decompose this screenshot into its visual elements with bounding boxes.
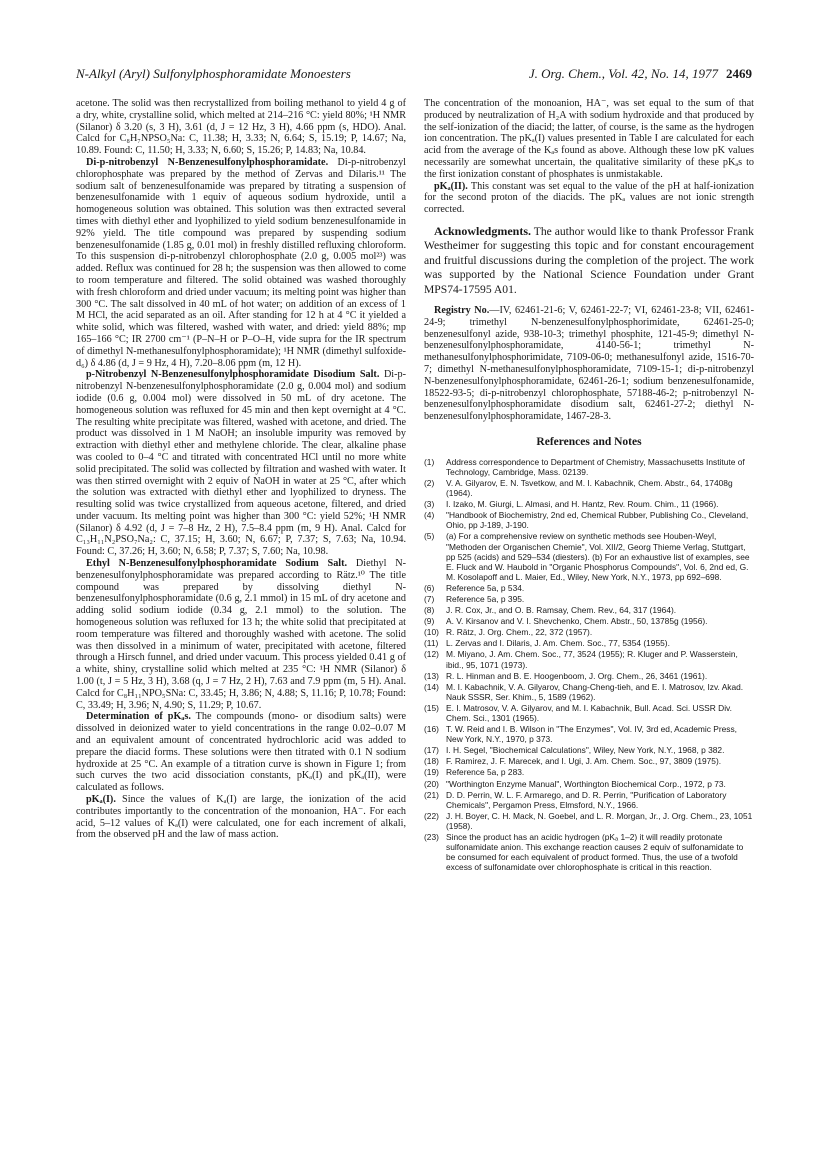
reference-text: J. H. Boyer, C. H. Mack, N. Goebel, and L. R. Morgan, Jr., J. Org. Chem., 23, 1051 (1958).: [446, 810, 753, 831]
running-title: N-Alkyl (Aryl) Sulfonylphosphoramidate Monoesters: [76, 66, 351, 81]
reference-item: [424, 745, 754, 755]
reference-item: [424, 756, 754, 766]
reference-number: (9): [424, 616, 435, 627]
paragraph-heading: pKₐ(II).: [434, 180, 468, 192]
paragraph-text: The compounds (mono- or disodium salts) were dissolved in deionized water to yield concentrations in the range 0.02–0.07 M and an equivalent amount of concentrated hydrochloric acid was added to prepare the diacid forms. These solutions were then titrated with 0.1 N sodium hydroxide at 25 °C. An example of a titration curve is shown in Figure 1; from such curves the two acid dissociation constants, pKₐ(I) and pKₐ(II), were calculated as follows.: [76, 711, 406, 794]
reference-number: (22): [424, 810, 439, 821]
reference-number: (5): [424, 531, 435, 542]
reference-number: (10): [424, 627, 439, 638]
reference-text: "Handbook of Biochemistry, 2nd ed, Chemical Rubber, Publishing Co., Cleveland, Ohio, pp J-189, J-190.: [446, 510, 749, 531]
paragraph-text: Since the values of Kₐ(I) are large, the ionization of the acid contributes importantly to the concentration of the monoanion, HA⁻. For each acid, 5–12 values of Kₐ(I) were calculated, one for each increment of alkali, from the observed pH and the law of mass action.: [76, 794, 407, 841]
reference-item: [424, 616, 754, 626]
reference-item: [424, 499, 754, 509]
paragraph: [76, 157, 406, 369]
running-header: [76, 66, 752, 84]
acknowledgments-heading: Acknowledgments.: [434, 223, 532, 238]
reference-number: (12): [424, 649, 439, 660]
left-column: [76, 98, 406, 841]
reference-item: [424, 811, 754, 831]
paragraph: [424, 98, 754, 181]
reference-text: L. Zervas and I. Dilaris, J. Am. Chem. Soc., 77, 5354 (1955).: [446, 638, 670, 649]
reference-item: [424, 671, 754, 681]
reference-text: Reference 5a, p 534.: [446, 582, 525, 593]
reference-item: [424, 510, 754, 530]
reference-item: [424, 682, 754, 702]
reference-text: I. H. Segel, "Biochemical Calculations", Wiley, New York, N.Y., 1968, p 382.: [446, 745, 725, 756]
page-number: 2469: [726, 66, 752, 81]
reference-item: [424, 605, 754, 615]
paragraph-text: The concentration of the monoanion, HA⁻, was set equal to the sum of that produced by neutralization of H₂A with sodium hydroxide and that produced by the self-ionization of the diacid; the latter, of course, is the same as the hydrogen ion concentration. The pKₐ(I) values presented in Table I are calculated for each acid from the average of the Kₐs found as above. Although these low pK values necessarily are somewhat uncertain, the qualitative similarity of these pKₐs to the first ionization constant of phosphates is unmistakable.: [424, 98, 754, 180]
paragraph-text: acetone. The solid was then recrystallized from boiling methanol to yield 4 g of a dry, white, crystalline solid, which melted at 214–216 °C: yield 80%; ¹H NMR (Silanor) δ 3.20 (s, 3 H), 3.61 (d, J = 12 Hz, 3 H), 4.66 ppm (s, HDO). Anal. Calcd for C₈H₇NPSO₅Na: C, 11.38; H, 3.33; N, 6.64; S, 15.19; P, 14.67; Na, 10.89. Found: C, 11.50; H, 3.33; N, 6.60; S, 15.26; P, 14.83; Na, 10.84.: [76, 98, 406, 157]
paragraph-heading: Ethyl N-Benzenesulfonylphosphoramidate Sodium Salt.: [86, 558, 348, 570]
paragraph-heading: Di-p-nitrobenzyl N-Benzenesulfonylphosphoramidate.: [86, 156, 329, 168]
reference-number: (1): [424, 456, 435, 467]
reference-text: R. L. Hinman and B. E. Hoogenboom, J. Org. Chem., 26, 3461 (1961).: [446, 670, 708, 681]
reference-number: (8): [424, 605, 435, 616]
paragraph: [424, 181, 754, 216]
reference-item: [424, 478, 754, 498]
reference-number: (16): [424, 724, 439, 735]
paragraph-heading: p-Nitrobenzyl N-Benzenesulfonylphosphoramidate Disodium Salt.: [86, 369, 380, 381]
paragraph: [76, 711, 406, 794]
reference-number: (13): [424, 670, 439, 681]
reference-text: Reference 5a, p 283.: [446, 767, 525, 778]
reference-text: T. W. Reid and I. B. Wilson in "The Enzymes", Vol. IV, 3rd ed, Academic Press, New York, N.Y., 1970, p 373.: [446, 724, 737, 745]
paragraph-heading: Determination of pKₐs.: [86, 711, 191, 723]
reference-text: Since the product has an acidic hydrogen (pKₐ 1–2) it will readily protonate sulfonamidate anion. This exchange reaction causes 2 equiv of sulfonamidate to be consumed for each equivalent of product formed. Thus, the use of a twofold excess of sulfonamidate over chlorophosphate is critical in this reaction.: [446, 832, 744, 873]
reference-item: [424, 531, 754, 581]
reference-text: M. Miyano, J. Am. Chem. Soc., 77, 3524 (1955); R. Kluger and P. Wasserstein, ibid., 95, 1071 (1973).: [446, 649, 738, 670]
reference-number: (21): [424, 789, 439, 800]
reference-text: J. R. Cox, Jr., and O. B. Ramsay, Chem. Rev., 64, 317 (1964).: [446, 605, 677, 616]
references-list: [424, 457, 754, 873]
references-title: References and Notes: [536, 435, 642, 448]
reference-text: D. D. Perrin, W. L. F. Armarego, and D. R. Perrin, "Purification of Laboratory Chemicals", Pergamon Press, Elmsford, N.Y., 1966.: [446, 789, 727, 810]
reference-text: Reference 5a, p 395.: [446, 593, 525, 604]
reference-item: [424, 649, 754, 669]
reference-item: [424, 832, 754, 872]
reference-number: (17): [424, 745, 439, 756]
reference-item: [424, 627, 754, 637]
reference-number: (4): [424, 510, 435, 521]
paragraph: [76, 558, 406, 711]
registry-text: —IV, 62461-21-6; V, 62461-22-7; VI, 62461-23-8; VII, 62461-24-9; trimethyl N-benzenesulfonylphosphorimidate, 62461-25-0; benzenesulfonyl azide, 938-10-3; trimethyl phosphite, 121-45-9; dimethyl N-benzenesulfonylphosphoramidate, 4140-56-1; trimethyl N-methanesulfonylphosphorimidate, 7109-06-0; methanesulfonyl azide, 1516-70-7; dimethyl N-methanesulfonylphosphoramidate, 7109-15-1; di-p-nitrobenzyl N-benzenesulfonylphosphoramidate, 62461-26-1; sodium benzenesulfonamide, 18522-93-5; di-p-nitrobenzyl chlorophosphate, 57188-46-2; p-nitrobenzyl N-benzenesulfonylphosphoramidate disodium salt, 62461-27-2; diethyl N-benzenesulfonylphosphoramidate, 1467-28-3.: [424, 305, 754, 423]
reference-text: R. Rätz, J. Org. Chem., 22, 372 (1957).: [446, 627, 593, 638]
paragraph-text: Diethyl N-benzenesulfonylphosphoramidate was prepared according to Rätz.¹⁰ The title compound was prepared by dissolving diethyl N-benzenesulfonylphosphoramidate (0.6 g, 2.1 mmol) in 15 mL of dry acetone and adding solid sodium iodide (0.34 g, 2.1 mmol) to the solution. The homogeneous solution was refluxed for 13 h; the white solid that precipitated at room temperature was filtered and thoroughly washed with acetone. The solid was then dissolved in a minimum of water, precipitated with acetone, filtered through a Hirsch funnel, and dried under vacuum. This process yielded 0.41 g of a white, shiny, crystalline solid which melted at 235 °C: ¹H NMR (Silanor) δ 1.00 (t, J = 5 Hz, 3 H), 3.68 (q, J = 7 Hz, 2 H), 7.63 and 7.9 ppm (m, 5 H). Anal. Calcd for C₈H₁₁NPO₅SNa: C, 33.45; H, 3.86; N, 4.88; S, 11.16; P, 10.78; Found: C, 33.49; H, 3.96; N, 4.90; S, 11.29; P, 10.67.: [76, 558, 407, 711]
paragraph: [76, 369, 406, 558]
registry-heading: Registry No.: [434, 305, 490, 316]
reference-item: [424, 790, 754, 810]
reference-item: [424, 638, 754, 648]
reference-item: [424, 779, 754, 789]
reference-number: (7): [424, 593, 435, 604]
reference-text: A. V. Kirsanov and V. I. Shevchenko, Chem. Abstr., 50, 13785g (1956).: [446, 616, 708, 627]
reference-text: "Worthington Enzyme Manual", Worthington Biochemical Corp., 1972, p 73.: [446, 778, 726, 789]
reference-number: (3): [424, 499, 435, 510]
reference-item: [424, 767, 754, 777]
journal-name: J. Org. Chem., Vol. 42, No. 14, 1977: [528, 66, 718, 81]
journal-citation: [529, 66, 752, 82]
reference-item: [424, 457, 754, 477]
reference-item: [424, 703, 754, 723]
acknowledgments: [424, 224, 754, 297]
paragraph-text: Di-p-nitrobenzyl N-benzenesulfonylphosphoramidate (2.0 g, 0.004 mol) and sodium iodide (0.6 g, 0.004 mol) were dissolved in 50 mL of dry acetone. The homogeneous solution was refluxed for 45 min and then kept overnight at 4 °C. The resulting white precipitate was filtered, washed with acetone, and dried. The product was dissolved in 1 M NaOH; an insoluble impurity was removed by extraction with diethyl ether and methylene chloride. The clear, alkaline phase was cooled to 0–4 °C and titrated with concentrated HCl until no more white solid precipitated. The solid was collected by filtration and washed with water. It was then stirred overnight with 2 equiv of NaOH in water at 25 °C, after which the solution was extracted with diethyl ether and lyophilized to dryness. The resulting solid was twice crystallized from aqueous acetone, filtered, and dried under vacuum. Its melting point was higher than 300 °C: yield 52%; ¹H NMR (Silanor) δ 4.92 (d, J = 7–8 Hz, 2 H), 7.5–8.4 ppm (m, 9 H). Anal. Calcd for C₁₃H₁₁N₂PSO₇Na₂: C, 37.15; H, 3.60; N, 6.67; P, 7.37; S, 7.63; Na, 10.94. Found: C, 37.26; H, 3.60; N, 6.58; P, 7.37; S, 7.60; Na, 10.98.: [76, 369, 407, 558]
reference-text: I. Izako, M. Giurgi, L. Almasi, and H. Hantz, Rev. Roum. Chim., 11 (1966).: [446, 499, 719, 510]
reference-text: V. A. Gilyarov, E. N. Tsvetkow, and M. I. Kabachnik, Chem. Abstr., 64, 17408g (1964).: [446, 477, 733, 499]
reference-text: M. I. Kabachnik, V. A. Gilyarov, Chang-Cheng-tieh, and E. I. Matrosov, Izv. Akad. Nauk SSSR, Ser. Khim., 5, 1589 (1962).: [446, 681, 744, 702]
registry-numbers: [424, 305, 754, 423]
reference-text: E. I. Matrosov, V. A. Gilyarov, and M. I. Kabachnik, Bull. Acad. Sci. USSR Div. Chem. Sci., 1301 (1965).: [446, 702, 732, 724]
reference-number: (15): [424, 702, 439, 713]
reference-text: Address correspondence to Department of Chemistry, Massachusetts Institute of Technology, Cambridge, Mass. 02139.: [446, 456, 745, 477]
paragraph-heading: pKₐ(I).: [86, 794, 116, 806]
paragraph: [76, 794, 406, 841]
paragraph-text: Di-p-nitrobenzyl chlorophosphate was prepared by the method of Zervas and Dilaris.¹¹ The sodium salt of benzenesulfonamide was prepared by titrating a suspension of benzenesulfonamide with 1 equiv of aqueous sodium hydroxide, until a homogeneous solution was obtained. This solution was then extracted several times with diethyl ether and lyophilized to yield sodium benzenesulfonamide in 92% yield. The title compound was prepared by suspending sodium benzenesulfonamide (1.85 g, 0.01 mol) in freshly distilled refluxing chloroform. To this suspension di-p-nitrobenzyl chlorophosphate (2.0 g, 0.005 mol²³) was added. Reflux was continued for 28 h; the suspension was then allowed to come to room temperature and filtered. The solid obtained was washed thoroughly with fresh chloroform and dried under vacuum; its melting point was higher than 300 °C. The salt dissolved in 40 mL of hot water; on addition of an excess of 1 M HCl, the acid separated as an oil. After standing for 12 h at 4 °C it yielded a white solid, which was filtered, washed with water, and dried: yield 88%; mp 165–166 °C; IR 2700 cm⁻¹ (P–N–H or P–O–H, vide supra for the IR spectrum of dimethyl N-methanesulfonylphosphoramidate); ¹H NMR (dimethyl sulfoxide-d₆) δ 4.86 (d, J = 9 Hz, 4 H), 7.20–8.06 ppm (m, 12 H).: [76, 156, 406, 369]
reference-number: (11): [424, 638, 439, 649]
reference-number: (6): [424, 582, 435, 593]
paragraph: [76, 98, 406, 157]
reference-number: (19): [424, 767, 439, 778]
acknowledgments-text: The author would like to thank Professor Frank Westheimer for suggesting this topic and for constant encouragement and fruitful discussions during the completion of the project. The work was supported by the National Science Foundation under Grant MPS74-17595 A01.: [424, 224, 754, 296]
reference-number: (2): [424, 477, 435, 488]
reference-text: F. Ramirez, J. F. Marecek, and I. Ugi, J. Am. Chem. Soc., 97, 3809 (1975).: [446, 756, 722, 767]
reference-text: (a) For a comprehensive review on synthetic methods see Houben-Weyl, "Methoden der Organischen Chemie", Vol. XII/2, Georg Thieme Verlag, Stuttgart, pp 525 (acids) and 529–534 (diesters). (b) For an exhaustive list of examples, see E. Fluck and W. Haubold in "Organic Phosphorus Compounds", Vol. 6, 2nd ed, G. M. Kosolapoff and L. Maier, Ed., Wiley, New York, N.Y., 1973, pp 692–698.: [446, 531, 750, 582]
reference-number: (20): [424, 778, 439, 789]
reference-item: [424, 594, 754, 604]
reference-number: (18): [424, 756, 439, 767]
paragraph-text: This constant was set equal to the value of the pH at half-ionization for the second proton of the diacids. The pKₐ values are not ionic strength corrected.: [424, 180, 754, 216]
right-column: [424, 98, 754, 873]
reference-item: [424, 583, 754, 593]
reference-number: (23): [424, 832, 439, 843]
reference-number: (14): [424, 681, 439, 692]
reference-item: [424, 724, 754, 744]
